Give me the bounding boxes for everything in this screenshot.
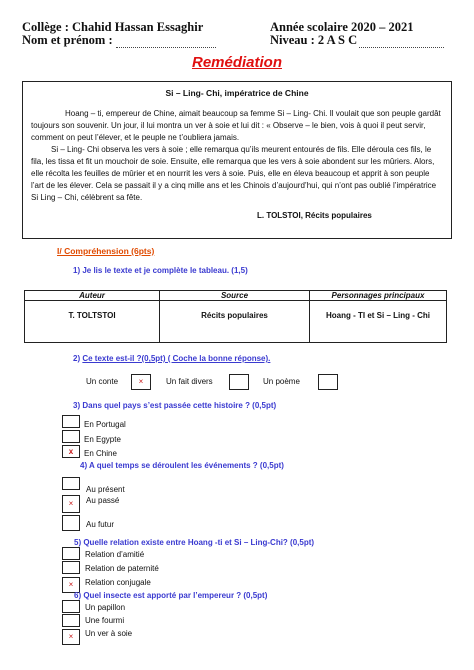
checkbox[interactable] bbox=[62, 614, 80, 627]
option-label: Relation d’amitié bbox=[85, 550, 145, 559]
table-header-source: Source bbox=[160, 291, 310, 301]
option-label: Un conte bbox=[86, 377, 119, 386]
option-label: Relation conjugale bbox=[85, 578, 151, 587]
option-label: Un poème bbox=[263, 377, 300, 386]
checkbox[interactable]: × bbox=[62, 577, 80, 593]
table-header-author: Auteur bbox=[25, 291, 160, 301]
checkbox[interactable] bbox=[62, 600, 80, 613]
option-label: En Chine bbox=[84, 449, 117, 458]
option-label: Au futur bbox=[86, 520, 115, 529]
text-source: L. TOLSTOI, Récits populaires bbox=[257, 211, 372, 221]
text-heading: Si – Ling- Chi, impératrice de Chine bbox=[165, 88, 309, 98]
text-box bbox=[22, 81, 452, 239]
checkbox[interactable] bbox=[62, 547, 80, 560]
text-paragraph-1: Hoang – ti, empereur de Chine, aimait beaucoup sa femme Si – Ling- Chi. Il voulait que son peuple gardât toujours son souvenir. Un jour, il lui montra un ver à soie et lui dit : « Observe – le bien, vois à quoi il peut servir, comment on peut l’élever, et le peuple ne t’oubliera jamais. bbox=[31, 109, 441, 142]
question-2-number: 2) bbox=[73, 354, 81, 363]
option-label: Un fait divers bbox=[166, 377, 213, 386]
level-label: Niveau : 2 A S C bbox=[270, 33, 358, 47]
checkbox[interactable] bbox=[62, 477, 80, 490]
level-blank bbox=[359, 37, 444, 48]
page-title: Remédiation bbox=[191, 54, 282, 71]
table-header-characters: Personnages principaux bbox=[310, 291, 447, 301]
option-label: Au présent bbox=[86, 485, 125, 494]
option-label: Relation de paternité bbox=[85, 564, 159, 573]
level-field bbox=[270, 33, 444, 48]
name-label: Nom et prénom : bbox=[22, 33, 113, 47]
checkbox[interactable] bbox=[62, 415, 80, 428]
question-2 bbox=[73, 354, 270, 363]
option-label: Une fourmi bbox=[85, 616, 125, 625]
checkbox[interactable] bbox=[62, 430, 80, 443]
name-blank bbox=[116, 37, 216, 48]
name-field bbox=[22, 33, 216, 48]
checkbox[interactable]: x bbox=[62, 445, 80, 458]
option-label: En Portugal bbox=[84, 420, 126, 429]
checkbox[interactable] bbox=[229, 374, 249, 390]
table-cell-source[interactable]: Récits populaires bbox=[160, 301, 310, 343]
answer-table bbox=[24, 290, 447, 343]
question-3: 3) Dans quel pays s’est passée cette histoire ? (0,5pt) bbox=[73, 401, 277, 410]
table-cell-characters[interactable]: Hoang - TI et Si – Ling - Chi bbox=[310, 301, 447, 343]
table-cell-author[interactable]: T. TOLTSTOI bbox=[25, 301, 160, 343]
school-name: Collège : Chahid Hassan Essaghir bbox=[22, 20, 204, 34]
checkbox[interactable]: × bbox=[131, 374, 151, 390]
question-5: 5) Quelle relation existe entre Hoang -ti et Si – Ling-Chi? (0,5pt) bbox=[74, 538, 315, 547]
checkbox[interactable]: × bbox=[62, 629, 80, 645]
checkbox[interactable]: × bbox=[62, 495, 80, 513]
checkbox[interactable] bbox=[62, 515, 80, 531]
option-label: Un papillon bbox=[85, 603, 126, 612]
question-4: 4) A quel temps se déroulent les événements ? (0,5pt) bbox=[80, 461, 284, 470]
option-label: Au passé bbox=[86, 496, 120, 505]
section-title: I/ Compréhension (6pts) bbox=[57, 246, 155, 256]
checkbox[interactable] bbox=[318, 374, 338, 390]
question-6: 6) Quel insecte est apporté par l’empereur ? (0,5pt) bbox=[74, 591, 268, 600]
question-2-label: Ce texte est-il ?(0,5pt) ( Coche la bonne réponse). bbox=[82, 354, 271, 363]
question-1: 1) Je lis le texte et je complète le tableau. (1,5) bbox=[73, 266, 248, 275]
option-label: En Egypte bbox=[84, 435, 121, 444]
option-label: Un ver à soie bbox=[85, 629, 133, 638]
text-paragraph-2: Si – Ling- Chi observa les vers à soie ; elle remarqua qu’ils meurent entourés de fils. Elle déroula ces fils, le fila, les tissa et fit un mouchoir de soie. Ensuite, elle remarqua que les vers à soie abondent sur les mûriers. Alors, elle récolta les feuilles de mûrier et en nourrit les vers à soie. Puis, elle en éleva beaucoup et apprit à son peuple l’art de les élever. Cela se passait il y a cinq mille ans et les Chinois d’aujourd’hui, qui n’ont pas oublié l’impératrice Si Ling – Chi, célèbrent sa fête. bbox=[31, 145, 437, 202]
school-year: Année scolaire 2020 – 2021 bbox=[270, 20, 414, 34]
checkbox[interactable] bbox=[62, 561, 80, 574]
